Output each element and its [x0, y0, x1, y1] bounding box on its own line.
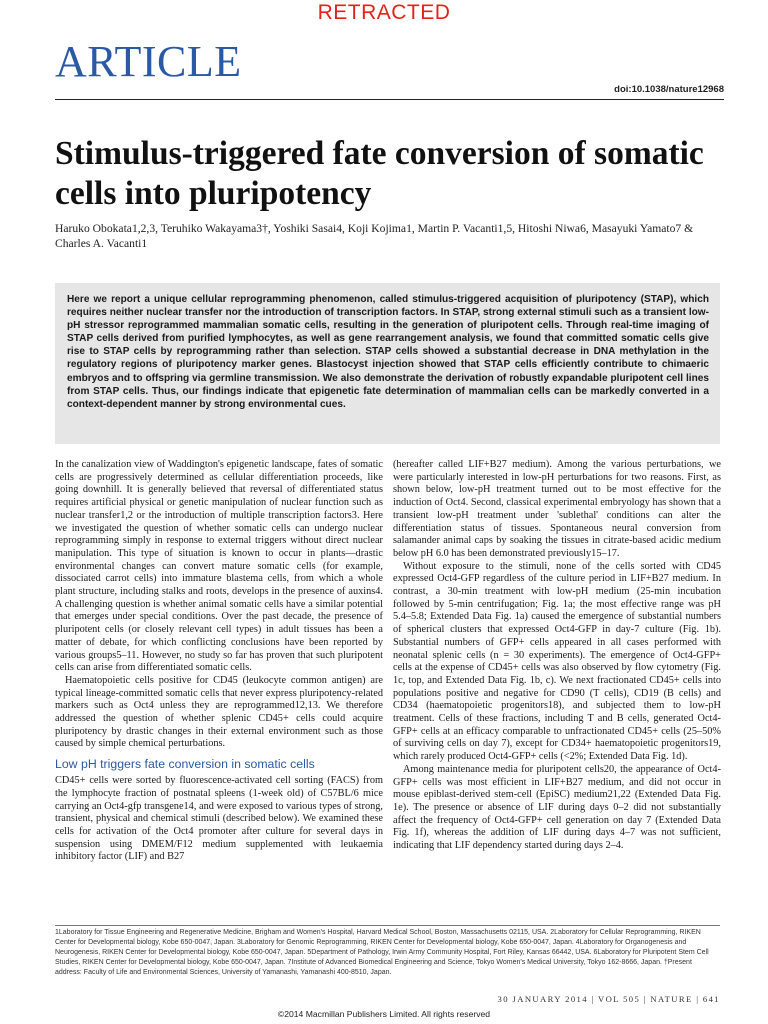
body-paragraph: (hereafter called LIF+B27 medium). Among the various perturbations, we were particularly interested in low-pH perturbations for two reasons. First, as shown below, low-pH treatment turned out to be most effective for the induction of Oct4. Second, classical experimental embryology has shown that a transient low-pH treatment under 'sublethal' conditions can alter the differentiation status of tissues. Spontaneous neural conversion from salamander animal caps by soaking the tissues in citrate-based acidic medium below pH 6.0 has been demonstrated previously15–17. — [393, 459, 721, 559]
retracted-watermark: RETRACTED — [317, 1, 451, 24]
page-title: Stimulus-triggered fate conversion of somatic cells into pluripotency — [55, 135, 704, 212]
body-paragraph: Without exposure to the stimuli, none of the cells sorted with CD45 expressed Oct4-GFP regardless of the culture period in LIF+B27 medium. In contrast, a 30-min treatment with low-pH medium (25-min incubation followed by 5-min centrifugation; Fig. 1a; the most effective range was pH 5.4–5.8; Extended Data Fig. 1a) caused the emergence of substantial numbers of spherical clusters that expressed Oct4-GFP in day-7 culture (Fig. 1b). Substantial numbers of GFP+ cells appeared in all cases performed with neonatal splenic cells (n = 30 experiments). The emergence of Oct4-GFP+ cells at the expense of CD45+ cells was also observed by flow cytometry (Fig. 1c, top, and Extended Data Fig. 1b, c). We next fractionated CD45+ cells into populations positive and negative for CD90 (T cells), CD19 (B cells) and CD34 (haematopoietic progenitors18), and subjected them to low-pH treatment. Cells of these fractions, including T and B cells, generated Oct4-GFP+ cells at an efficacy comparable to unfractionated CD45+ cells (25–50% of surviving cells on day 7), except for CD34+ haematopoietic progenitors19, which rarely produced Oct4-GFP+ cells (<2%; Extended Data Fig. 1d). — [393, 560, 721, 763]
abstract-text: Here we report a unique cellular reprogramming phenomenon, called stimulus-triggered acquisition of pluripotency (STAP), which requires neither nuclear transfer nor the introduction of transcription factors. In STAP, strong external stimuli such as a transient low-pH stressor reprogrammed mammalian somatic cells, resulting in the generation of pluripotent cells. Through real-time imaging of STAP cells derived from purified lymphocytes, as well as gene rearrangement analysis, we found that committed somatic cells give rise to STAP cells by reprogramming rather than selection. STAP cells showed a substantial decrease in DNA methylation in the regulatory regions of pluripotency marker genes. Blastocyst injection showed that STAP cells efficiently contribute to chimaeric embryos and to offspring via germline transmission. We also demonstrate the derivation of robustly expandable pluripotent cell lines from STAP cells. Thus, our findings indicate that epigenetic fate determination of mammalian cells can be markedly converted in a context-dependent manner by strong environmental cues. — [67, 294, 709, 410]
body-column-right — [393, 459, 721, 853]
author-list: Haruko Obokata1,2,3, Teruhiko Wakayama3†, Yoshiki Sasai4, Koji Kojima1, Martin P. Vacanti1,5, Hitoshi Niwa6, Masayuki Yamato7 & Charles A. Vacanti1 — [55, 222, 694, 250]
body-paragraph: Among maintenance media for pluripotent cells20, the appearance of Oct4-GFP+ cells was most efficient in LIF+B27 medium, and did not occur in mouse epiblast-derived stem-cell (EpiSC) medium21,22 (Extended Data Fig. 1e). The presence or absence of LIF during days 0–2 did not substantially affect the frequency of Oct4-GFP+ cell generation on day 7 (Extended Data Fig. 1f), whereas the addition of LIF during days 4–7 was not sufficient, indicating that LIF dependency started during days 2–4. — [393, 763, 721, 852]
body-paragraph: In the canalization view of Waddington's epigenetic landscape, fates of somatic cells are progressively determined as cellular differentiation proceeds, like going downhill. It is generally believed that reversal of differentiated status requires artificial physical or genetic manipulation of nuclear function such as nuclear transfer1,2 or the introduction of multiple transcription factors3. Here we investigated the question of whether somatic cells can undergo nuclear reprogramming simply in response to external triggers without direct nuclear manipulation. This type of situation is known to occur in plants—drastic environmental changes can convert mature somatic cells (for example, dissociated carrot cells) into immature blastema cells, from which a whole plant structure, including stalks and roots, develops in the presence of auxins4. A challenging question is whether animal somatic cells have a similar potential that emerges under special conditions. Over the past decade, the presence of pluripotent cells (or closely relevant cell types) in adult tissues has been a matter of debate, for which conflicting conclusions have been reported by various groups5–11. However, no study so far has proven that such pluripotent cells can arise from differentiated somatic cells. — [55, 459, 383, 674]
doi[interactable]: doi:10.1038/nature12968 — [614, 84, 724, 95]
body-column-left — [55, 459, 383, 864]
body-paragraph: CD45+ cells were sorted by fluorescence-activated cell sorting (FACS) from the lymphocyte fraction of postnatal spleens (1-week old) of C57BL/6 mice carrying an Oct4-gfp transgene14, and were exposed to various types of strong, transient, physical and chemical stimuli (described below). We examined these cells for activation of the Oct4 promoter after culture for several days in suspension using DMEM/F12 medium supplemented with leukaemia inhibitory factor (LIF) and B27 — [55, 775, 383, 863]
copyright-notice: ©2014 Macmillan Publishers Limited. All rights reserved — [277, 1009, 491, 1019]
header-rule — [55, 99, 724, 100]
body-paragraph: Haematopoietic cells positive for CD45 (leukocyte common antigen) are typical lineage-committed somatic cells that never express pluripotency-related markers such as Oct4 unless they are reprogrammed12,13. We therefore addressed the question of whether splenic CD45+ cells could acquire pluripotency by drastic changes in their external environment such as those caused by simple chemical perturbations. — [55, 674, 383, 750]
section-heading: Low pH triggers fate conversion in somatic cells — [55, 757, 315, 772]
abstract-box — [55, 283, 720, 444]
section-label: ARTICLE — [55, 37, 242, 86]
footnote-rule — [55, 925, 720, 926]
journal-footer: 30 JANUARY 2014 | VOL 505 | NATURE | 641 — [497, 994, 720, 1004]
affiliation-footnotes: 1Laboratory for Tissue Engineering and Regenerative Medicine, Brigham and Women's Hospital, Harvard Medical School, Boston, Massachusetts 02115, USA. 2Laboratory for Cellular Reprogramming, RIKEN Center for Developmental biology, Kobe 650-0047, Japan. 3Laboratory for Genomic Reprogramming, RIKEN Center for Developmental biology, Kobe 650-0047, Japan. 4Laboratory for Organogenesis and Neurogenesis, RIKEN Center for Developmental biology, Kobe 650-0047, Japan. 5Department of Pathology, Irwin Army Community Hospital, Fort Riley, Kansas 66442, USA. 6Laboratory for Pluripotent Stem Cell Studies, RIKEN Center for Developmental biology, Kobe 650-0047, Japan. 7Institute of Advanced Biomedical Engineering and Science, Tokyo Women's Medical University, Tokyo 162-8666, Japan. †Present address: Faculty of Life and Environmental Sciences, University of Yamanashi, Yamanashi 400-8510, Japan. — [55, 929, 709, 976]
